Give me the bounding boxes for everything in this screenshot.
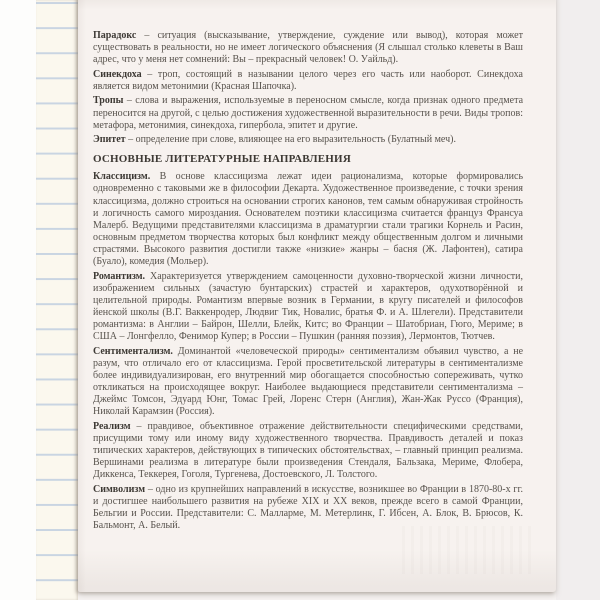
term-paradox: Парадокс (93, 30, 137, 41)
movement-romanticism (93, 271, 523, 344)
definition-epithet-text: – определение при слове, влияющее на его выразительность (Булатный меч). (128, 134, 456, 146)
movement-realism (93, 421, 523, 481)
movement-romanticism-text: Характеризуется утверждением самоценности духовно-творческой жизни личности, изображением сильных (зачастую бунтарских) страстей и характеров, одухотворённой и целительной природы. Романтизм впервые возник в Германии, в кругу писателей и философов йенской школы (В.Г. Ваккенродер, Людвиг Тик, Новалис, братья Ф. и А. Шлегели). Представители романтизма: в Англии – Байрон, Шелли, Блейк, Китс; во Франции – Шатобриан, Гюго, Мериме; в США – Лонгфелло, Фенимор Купер; в России – Пушкин (ранняя поэзия), Лермонтов, Тютчев. (93, 270, 523, 343)
movement-classicism-text: В основе классицизма лежат идеи рационализма, которые формировались одновременно с таковыми же в философии Декарта. Художественное произведение, с точки зрения классицизма, должно строиться на основании строгих канонов, тем самым обнаруживая стройность и логичность самого мироздания. Основателем поэтики классицизма считается француз Франсуа Малерб. Ведущими представителями классицизма в драматургии стали трагики Корнель и Расин, основным предметом творчества которых был конфликт между общественным долгом и личными страстями. Высокого развития достигли также «низкие» жанры – басня (Ж. Лафонтен), сатира (Буало), комедия (Мольер). (93, 171, 524, 267)
movement-classicism (93, 171, 523, 268)
definition-synecdoche (93, 69, 523, 93)
notebook-ruled-page (36, 0, 78, 600)
term-synecdoche: Синекдоха (93, 68, 142, 80)
definition-paradox (93, 30, 523, 66)
page-text-block (93, 30, 523, 535)
left-sheet-edge (0, 0, 38, 600)
definition-synecdoche-text: – троп, состоящий в назывании целого через его часть или наоборот. Синекдоха является видом метонимии (Красная Шапочка). (93, 68, 523, 92)
term-sentimentalism: Сентиментализм. (93, 345, 173, 357)
section-heading: ОСНОВНЫЕ ЛИТЕРАТУРНЫЕ НАПРАВЛЕНИЯ (93, 153, 351, 166)
movement-symbolism (93, 484, 523, 532)
term-symbolism: Символизм (93, 483, 146, 495)
term-realism: Реализм (93, 420, 131, 432)
movement-sentimentalism (93, 346, 523, 419)
term-romanticism: Романтизм. (93, 270, 146, 282)
term-tropes: Тропы (93, 95, 124, 107)
definition-epithet (93, 134, 523, 146)
term-classicism: Классицизм. (93, 171, 151, 183)
term-epithet: Эпитет (93, 134, 126, 146)
definition-tropes (93, 95, 523, 131)
definition-tropes-text: – слова и выражения, используемые в переносном смысле, когда признак одного предмета переносится на другой, с целью достижения художественной выразительности в речи. Виды тропов: метафора, метонимия, синекдоха, гипербола, эпитет и другие. (93, 95, 524, 131)
movement-sentimentalism-text: Доминантой «человеческой природы» сентиментализм объявил чувство, а не разум, что отличало его от классицизма. Герой просветительской литературы в сентиментализме более индивидуализирован, его внутренний мир обогащается способностью сопереживать, чутко откликаться на происходящее вокруг. Наиболее выдающиеся представители сентиментализма – Джеймс Томсон, Эдуард Юнг, Томас Грей, Лоренс Стерн (Англия), Жан-Жак Руссо (Франция), Николай Карамзин (Россия). (93, 345, 524, 418)
movement-symbolism-text: – одно из крупнейших направлений в искусстве, возникшее во Франции в 1870-80-х гг. и достигшее наибольшего развития на рубеже XIX и XX веков, прежде всего в самой Франции, Бельгии и России. Представители: С. Малларме, М. Метерлинк, Г. Ибсен, А. Блок, В. Брюсов, К. Бальмонт, А. Белый. (93, 483, 524, 531)
book-page (78, 0, 556, 592)
movement-realism-text: – правдивое, объективное отражение действительности специфическими средствами, присущими тому или иному виду художественного творчества. Правдивость деталей и показ типических характеров, действующих в типических обстоятельствах, – главный принцип реализма. Вершинами реализма в литературе были произведения Стендаля, Бальзака, Мериме, Флобера, Диккенса, Теккерея, Гоголя, Тургенева, Достоевского, Л. Толстого. (93, 420, 523, 481)
definition-paradox-text: – ситуация (высказывание, утверждение, суждение или вывод), которая может существовать в реальности, но не имеет логического объяснения (Я слышал столько клеветы в Ваш адрес, что у меня нет сомнений: Вы – прекрасный человек! О. Уайльд). (93, 30, 523, 66)
